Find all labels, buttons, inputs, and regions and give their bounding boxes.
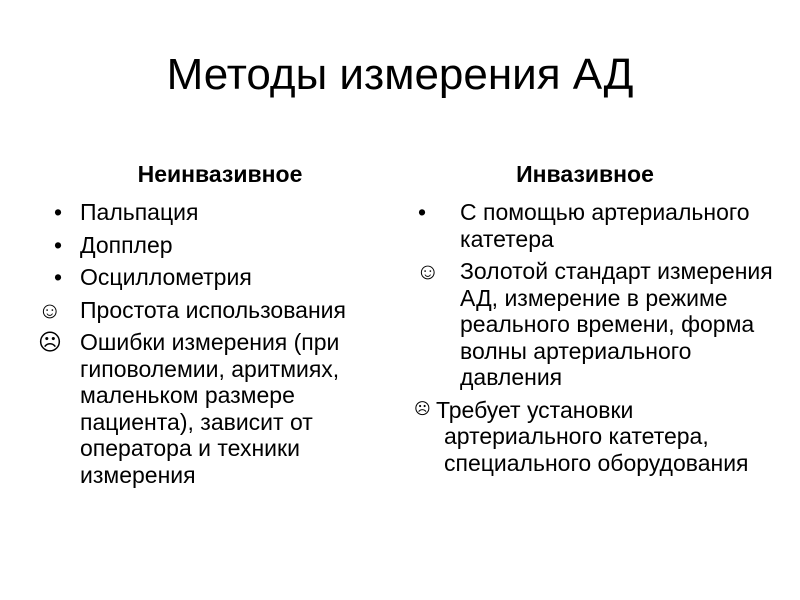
list-item-text: Золотой стандарт измерения АД, измерение в режиме реального времени, форма волны артериального давления (460, 258, 773, 390)
list-item-catheter (412, 199, 782, 252)
list-item-text: Требует установки артериального катетера, специального оборудования (436, 396, 749, 476)
bullet-icon: • (418, 199, 427, 225)
page-title: Методы измерения АД (166, 50, 634, 99)
list-item-text: Осциллометрия (80, 264, 252, 290)
bullet-icon: • (54, 264, 63, 290)
list-item-con (412, 397, 782, 477)
noninvasive-list (32, 199, 392, 494)
invasive-list (412, 199, 782, 482)
list-item-text: Простота использования (80, 296, 346, 323)
smile-icon: ☺ (416, 258, 440, 284)
invasive-heading: Инвазивное (516, 161, 654, 187)
list-item-pro (412, 258, 782, 391)
list-item-text: Ошибки измерения (при гиповолемии, аритмиях, маленьком размере пациента), зависит от оператора и техники измерения (80, 329, 340, 488)
frown-icon: ☹ (414, 400, 431, 418)
list-item-palpation (32, 199, 392, 226)
list-item-text: Пальпация (80, 199, 199, 225)
smile-icon: ☺ (38, 296, 62, 323)
list-item-con (32, 329, 392, 488)
list-item-pro (32, 297, 392, 324)
frown-icon: ☹ (38, 329, 62, 355)
bullet-icon: • (54, 231, 63, 258)
bullet-icon: • (54, 199, 63, 225)
list-item-text: Допплер (80, 231, 173, 258)
list-item-doppler (32, 232, 392, 259)
noninvasive-heading: Неинвазивное (137, 161, 303, 187)
list-item-oscillometry (32, 264, 392, 291)
list-item-text: С помощью артериального катетера (460, 199, 750, 252)
